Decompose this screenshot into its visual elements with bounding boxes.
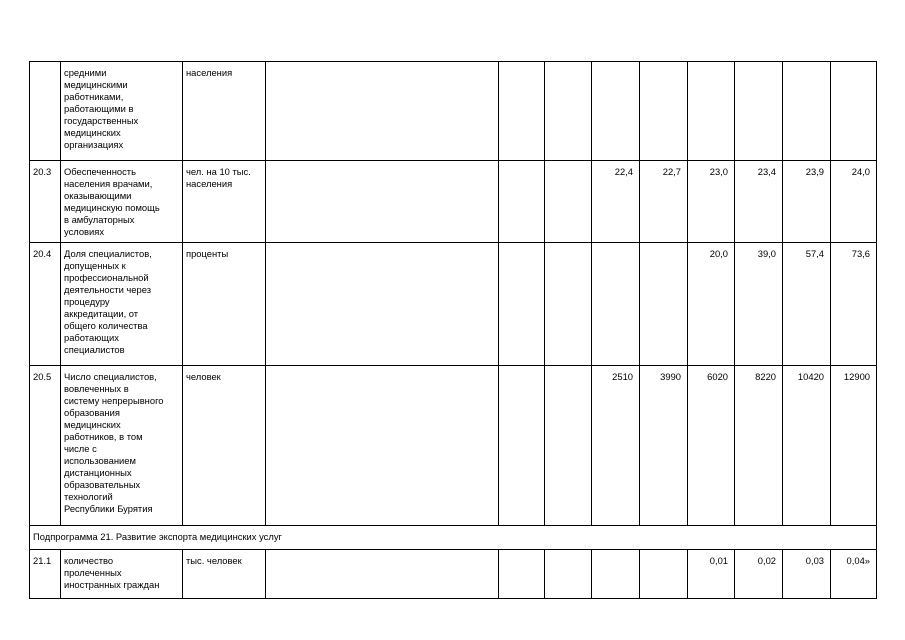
indicator-code-cell-text: 21.1	[33, 555, 52, 566]
indicator-code-cell-text: 20.4	[33, 248, 52, 259]
value-cell-text: 10420	[797, 371, 824, 382]
value-cell	[783, 62, 831, 161]
indicator-code-cell-text: 20.3	[33, 166, 52, 177]
subprogram-row	[30, 526, 877, 550]
value-cell	[640, 62, 688, 161]
indicator-table	[29, 61, 877, 599]
indicator-name-cell-text: количество пролеченных иностранных граждан	[64, 555, 160, 590]
value-cell-text: 2510	[612, 371, 633, 382]
value-cell	[499, 243, 545, 366]
value-cell	[735, 243, 783, 366]
value-cell	[545, 243, 592, 366]
value-cell	[545, 62, 592, 161]
value-cell	[592, 366, 640, 526]
value-cell	[831, 243, 877, 366]
table-row	[30, 62, 877, 161]
value-cell-text: 23,9	[805, 166, 824, 177]
unit-cell-text: чел. на 10 тыс. населения	[186, 166, 251, 189]
value-cell	[688, 62, 735, 161]
value-cell	[499, 366, 545, 526]
value-cell-text: 3990	[660, 371, 681, 382]
indicator-code-cell	[30, 550, 61, 599]
value-cell	[499, 161, 545, 243]
value-cell	[735, 62, 783, 161]
value-cell	[783, 243, 831, 366]
unit-cell	[183, 243, 266, 366]
indicator-name-cell-text: Обеспеченность населения врачами, оказывающими медицинскую помощь в амбулаторных условиях	[64, 166, 160, 237]
indicator-code-cell-text: 20.5	[33, 371, 52, 382]
indicator-code-cell	[30, 366, 61, 526]
value-cell	[592, 550, 640, 599]
value-cell	[831, 161, 877, 243]
value-cell	[592, 62, 640, 161]
unit-cell-text: населения	[186, 67, 233, 78]
unit-cell	[183, 366, 266, 526]
value-cell	[735, 161, 783, 243]
indicator-name-cell-text: Доля специалистов, допущенных к профессиональной деятельности через процедуру аккредитации, от общего количества работающих специалистов	[64, 248, 152, 355]
value-cell	[831, 366, 877, 526]
value-cell	[688, 161, 735, 243]
indicator-name-cell-text: средними медицинскими работниками, работающими в государственных медицинских организациях	[64, 67, 139, 150]
unit-cell	[183, 161, 266, 243]
value-cell-text: 22,4	[614, 166, 633, 177]
value-cell-text: 22,7	[662, 166, 681, 177]
value-cell-text: 24,0	[851, 166, 870, 177]
value-cell	[688, 366, 735, 526]
indicator-name-cell	[61, 243, 183, 366]
value-cell	[545, 550, 592, 599]
value-cell	[499, 62, 545, 161]
unit-cell	[183, 62, 266, 161]
value-cell-text: 20,0	[709, 248, 728, 259]
unit-cell-text: тыс. человек	[186, 555, 242, 566]
value-cell-text: 12900	[843, 371, 870, 382]
indicator-name-cell	[61, 62, 183, 161]
value-cell-text: 0,02	[757, 555, 776, 566]
value-cell	[640, 161, 688, 243]
value-cell-text: 23,0	[709, 166, 728, 177]
indicator-code-cell	[30, 243, 61, 366]
value-cell	[266, 550, 499, 599]
value-cell	[592, 161, 640, 243]
value-cell	[640, 550, 688, 599]
table-row	[30, 550, 877, 599]
indicator-name-cell	[61, 161, 183, 243]
value-cell-text: 57,4	[805, 248, 824, 259]
value-cell	[688, 550, 735, 599]
value-cell	[545, 161, 592, 243]
indicator-code-cell	[30, 62, 61, 161]
value-cell-text: 0,03	[805, 555, 824, 566]
table-row	[30, 243, 877, 366]
value-cell	[735, 550, 783, 599]
value-cell	[640, 243, 688, 366]
indicator-name-cell	[61, 366, 183, 526]
value-cell	[831, 550, 877, 599]
unit-cell	[183, 550, 266, 599]
value-cell	[545, 366, 592, 526]
value-cell	[266, 243, 499, 366]
value-cell	[783, 366, 831, 526]
value-cell	[783, 550, 831, 599]
value-cell	[266, 62, 499, 161]
value-cell-text: 6020	[707, 371, 728, 382]
subprogram-title: Подпрограмма 21. Развитие экспорта медицинских услуг	[30, 526, 877, 550]
indicator-name-cell-text: Число специалистов, вовлеченных в систему непрерывного образования медицинских работников, в том числе с использованием дистанционных образовательных технологий Республики Бурятия	[64, 371, 164, 514]
value-cell	[640, 366, 688, 526]
indicator-name-cell	[61, 550, 183, 599]
unit-cell-text: человек	[186, 371, 221, 382]
value-cell	[688, 243, 735, 366]
indicator-code-cell	[30, 161, 61, 243]
table-row	[30, 366, 877, 526]
value-cell	[735, 366, 783, 526]
value-cell	[783, 161, 831, 243]
value-cell-text: 73,6	[851, 248, 870, 259]
value-cell-text: 0,01	[709, 555, 728, 566]
value-cell	[831, 62, 877, 161]
value-cell	[266, 161, 499, 243]
unit-cell-text: проценты	[186, 248, 229, 259]
value-cell	[592, 243, 640, 366]
table-row	[30, 161, 877, 243]
value-cell-text: 39,0	[757, 248, 776, 259]
value-cell-text: 23,4	[757, 166, 776, 177]
value-cell	[266, 366, 499, 526]
value-cell-text: 8220	[755, 371, 776, 382]
value-cell-text: 0,04»	[846, 555, 870, 566]
value-cell	[499, 550, 545, 599]
